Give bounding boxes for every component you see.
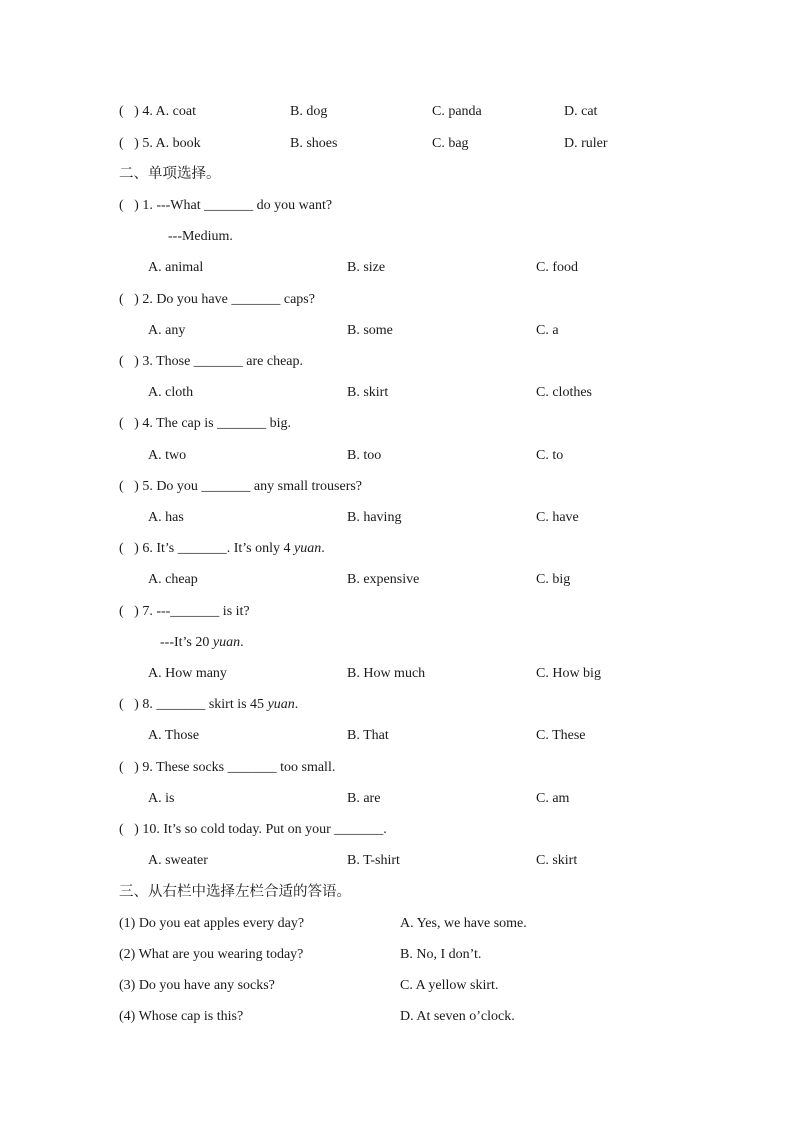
option-b: B. skirt — [347, 385, 389, 400]
option-a: A. How many — [148, 666, 227, 681]
question-stem: ( ) 1. ---What _______ do you want? — [119, 198, 333, 213]
question-stem: ( ) 2. Do you have _______ caps? — [119, 292, 315, 307]
option-a: A. has — [148, 510, 184, 525]
option-b: B. That — [347, 728, 389, 743]
match-right: C. A yellow skirt. — [400, 978, 499, 993]
options-row — [0, 851, 794, 871]
options-row — [0, 446, 794, 466]
option-d: D. cat — [564, 104, 598, 119]
options-row — [0, 258, 794, 278]
question-stem: ( ) 4. The cap is _______ big. — [119, 416, 291, 431]
question-row — [0, 290, 794, 310]
question-stem: ( ) 5. Do you _______ any small trousers? — [119, 479, 363, 494]
option-c: C. bag — [432, 136, 469, 151]
option-c: C. These — [536, 728, 586, 743]
question-stem: ( ) 5. A. book — [119, 136, 201, 151]
option-a: A. is — [148, 791, 175, 806]
stem-end: . — [294, 697, 299, 712]
reply-italic: yuan — [212, 635, 241, 650]
options-row — [0, 664, 794, 684]
section-title — [0, 164, 794, 184]
match-left: (1) Do you eat apples every day? — [119, 916, 305, 931]
question-stem: ( ) 4. A. coat — [119, 104, 196, 119]
option-b: B. How much — [347, 666, 426, 681]
option-b: B. some — [347, 323, 393, 338]
option-c: C. How big — [536, 666, 601, 681]
match-row — [0, 1007, 794, 1027]
match-row — [0, 976, 794, 996]
options-row — [0, 508, 794, 528]
question-stem — [119, 539, 325, 559]
options-row — [0, 570, 794, 590]
question-stem: ( ) 9. These socks _______ too small. — [119, 760, 336, 775]
match-right: B. No, I don’t. — [400, 947, 482, 962]
option-c: C. am — [536, 791, 570, 806]
options-row — [0, 383, 794, 403]
option-b: B. expensive — [347, 572, 420, 587]
option-b: B. shoes — [290, 136, 338, 151]
question-row — [0, 352, 794, 372]
option-b: B. T-shirt — [347, 853, 400, 868]
option-d: D. ruler — [564, 136, 608, 151]
option-a: A. cloth — [148, 385, 194, 400]
match-right: A. Yes, we have some. — [400, 916, 527, 931]
reply-text — [160, 633, 244, 653]
section-title-text: 二、单项选择。 — [119, 166, 221, 182]
question-row — [0, 539, 794, 559]
stem-text: ( ) 6. It’s _______. It’s only 4 — [119, 541, 294, 556]
section-title — [0, 882, 794, 902]
option-b: B. dog — [290, 104, 328, 119]
match-left: (3) Do you have any socks? — [119, 978, 275, 993]
option-a: A. two — [148, 448, 187, 463]
option-c: C. have — [536, 510, 579, 525]
match-left: (4) Whose cap is this? — [119, 1009, 244, 1024]
option-b: B. too — [347, 448, 382, 463]
stem-italic: yuan — [294, 541, 322, 556]
dialogue-reply — [0, 633, 794, 653]
stem-text: ( ) 8. _______ skirt is 45 — [119, 697, 268, 712]
question-row — [0, 414, 794, 434]
reply-text: ---Medium. — [168, 229, 233, 244]
option-c: C. panda — [432, 104, 482, 119]
option-a: A. sweater — [148, 853, 208, 868]
question-row — [0, 695, 794, 715]
choice-row — [0, 102, 794, 122]
match-row — [0, 914, 794, 934]
option-c: C. to — [536, 448, 564, 463]
question-row — [0, 758, 794, 778]
match-row — [0, 945, 794, 965]
question-stem: ( ) 10. It’s so cold today. Put on your _______. — [119, 822, 387, 837]
question-stem: ( ) 7. ---_______ is it? — [119, 604, 250, 619]
options-row — [0, 321, 794, 341]
question-stem — [119, 695, 298, 715]
option-b: B. size — [347, 260, 386, 275]
question-stem: ( ) 3. Those _______ are cheap. — [119, 354, 304, 369]
options-row — [0, 789, 794, 809]
option-c: C. food — [536, 260, 578, 275]
question-row — [0, 602, 794, 622]
option-b: B. having — [347, 510, 402, 525]
match-right: D. At seven o’clock. — [400, 1009, 515, 1024]
match-left: (2) What are you wearing today? — [119, 947, 304, 962]
question-row — [0, 477, 794, 497]
reply-end: . — [240, 635, 244, 650]
option-a: A. animal — [148, 260, 204, 275]
option-b: B. are — [347, 791, 381, 806]
section-title-text: 三、从右栏中选择左栏合适的答语。 — [119, 884, 351, 900]
option-a: A. any — [148, 323, 186, 338]
stem-end: . — [321, 541, 325, 556]
dialogue-reply — [0, 227, 794, 247]
options-row — [0, 726, 794, 746]
option-c: C. clothes — [536, 385, 592, 400]
question-row — [0, 196, 794, 216]
reply-start: ---It’s 20 — [160, 635, 213, 650]
option-a: A. cheap — [148, 572, 198, 587]
option-c: C. a — [536, 323, 559, 338]
question-row — [0, 820, 794, 840]
choice-row — [0, 134, 794, 154]
option-c: C. skirt — [536, 853, 578, 868]
option-c: C. big — [536, 572, 571, 587]
stem-italic: yuan — [267, 697, 295, 712]
option-a: A. Those — [148, 728, 200, 743]
